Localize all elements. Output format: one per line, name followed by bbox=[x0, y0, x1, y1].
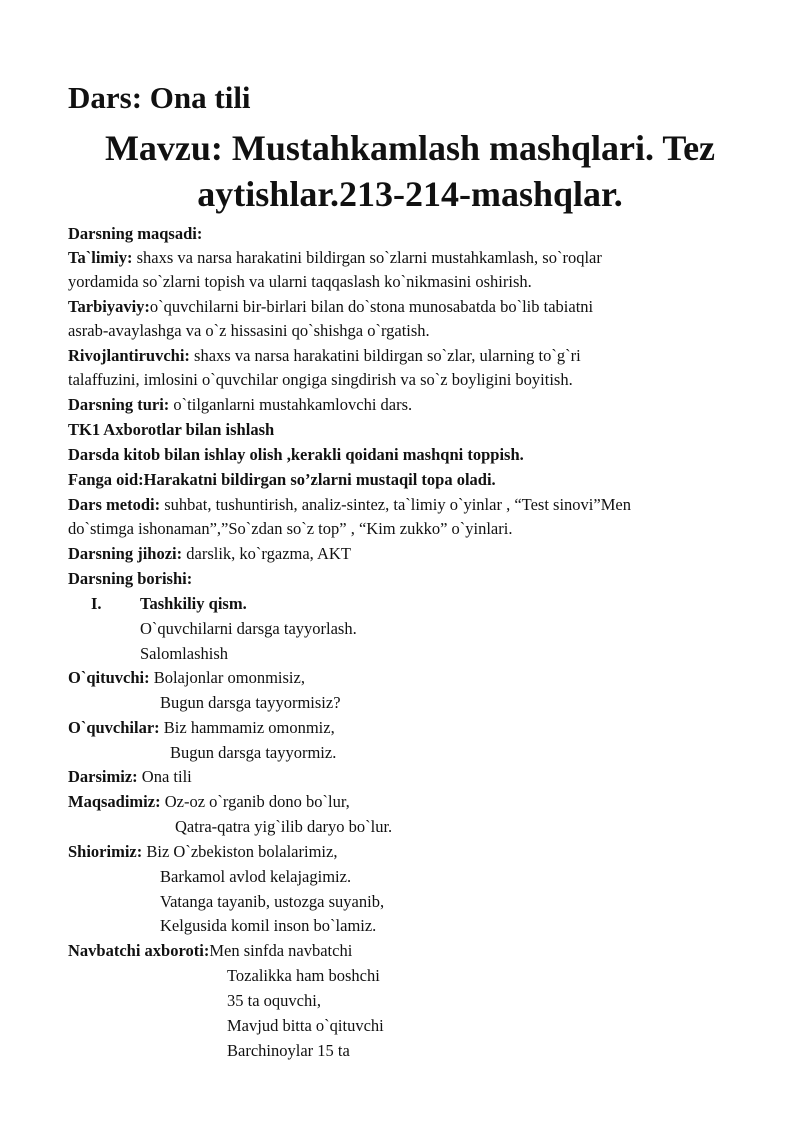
darsimiz-label: Darsimiz: bbox=[68, 767, 138, 786]
talimiy-text: shaxs va narsa harakatini bildirgan so`zlarni mustahkamlash, so`roqlar bbox=[132, 248, 602, 267]
pupils-line-1 bbox=[68, 716, 335, 740]
section-line-1: O`quvchilarni darsga tayyorlash. bbox=[140, 619, 357, 638]
navbat-label: Navbatchi axboroti: bbox=[68, 941, 210, 960]
navbat-line-5: Barchinoylar 15 ta bbox=[227, 1041, 350, 1060]
book-work-line: Darsda kitob bilan ishlay olish ,kerakli qoidani mashqni toppish. bbox=[68, 445, 524, 464]
section-line-2: Salomlashish bbox=[140, 644, 229, 663]
method-label: Dars metodi: bbox=[68, 495, 161, 514]
maqsad-label: Maqsadimiz: bbox=[68, 792, 161, 811]
tarbiyaviy-label: Tarbiyaviy: bbox=[68, 297, 150, 316]
navbat-line-2: Tozalikka ham boshchi bbox=[227, 966, 380, 985]
tk1-line: TK1 Axborotlar bilan ishlash bbox=[68, 420, 275, 439]
talimiy-line-1 bbox=[68, 246, 602, 270]
talimiy-line-2: yordamida so`zlarni topish va ularni taqqaslash ko`nikmasini oshirish. bbox=[68, 272, 532, 291]
pupils-line-2: Bugun darsga tayyormiz. bbox=[170, 743, 337, 762]
shior-label: Shiorimiz: bbox=[68, 842, 143, 861]
pupils-label: O`quvchilar: bbox=[68, 718, 160, 737]
maqsad-line-1 bbox=[68, 790, 350, 814]
method-line-1 bbox=[68, 493, 631, 517]
rivoj-text: shaxs va narsa harakatini bildirgan so`zlar, ularning to`g`ri bbox=[189, 346, 581, 365]
navbat-text: Men sinfda navbatchi bbox=[209, 941, 353, 960]
shior-line-2: Barkamol avlod kelajagimiz. bbox=[160, 867, 352, 886]
rivoj-label: Rivojlantiruvchi: bbox=[68, 346, 190, 365]
darsimiz-line bbox=[68, 765, 192, 789]
method-line-2: do`stimga ishonaman”,”So`zdan so`z top” , “Kim zukko” o`yinlari. bbox=[68, 519, 513, 538]
shior-line-4: Kelgusida komil inson bo`lamiz. bbox=[160, 916, 377, 935]
section-numeral: I. bbox=[91, 594, 102, 613]
teacher-line-1 bbox=[68, 666, 305, 690]
darsimiz-text: Ona tili bbox=[137, 767, 192, 786]
tarbiyaviy-line-1 bbox=[68, 295, 593, 319]
navbat-line-1 bbox=[68, 939, 352, 963]
teacher-label: O`qituvchi: bbox=[68, 668, 150, 687]
pupils-text: Biz hammamiz omonmiz, bbox=[159, 718, 335, 737]
lesson-type-label: Darsning turi: bbox=[68, 395, 170, 414]
topic-title-line-1: Mavzu: Mustahkamlash mashqlari. Tez bbox=[104, 128, 716, 168]
subject-line: Fanga oid:Harakatni bildirgan so’zlarni mustaqil topa oladi. bbox=[68, 470, 496, 489]
lesson-title: Dars: Ona tili bbox=[68, 80, 251, 115]
navbat-line-4: Mavjud bitta o`qituvchi bbox=[227, 1016, 384, 1035]
maqsad-text: Oz-oz o`rganib dono bo`lur, bbox=[160, 792, 350, 811]
equipment-label: Darsning jihozi: bbox=[68, 544, 183, 563]
rivoj-line-2: talaffuzini, imlosini o`quvchilar ongiga singdirish va so`z boyligini boyitish. bbox=[68, 370, 573, 389]
method-text: suhbat, tushuntirish, analiz-sintez, ta`limiy o`yinlar , “Test sinovi”Men bbox=[160, 495, 631, 514]
talimiy-label: Ta`limiy: bbox=[68, 248, 133, 267]
navbat-line-3: 35 ta oquvchi, bbox=[227, 991, 321, 1010]
topic-title-line-2: aytishlar.213-214-mashqlar. bbox=[197, 174, 623, 214]
lesson-type-line bbox=[68, 393, 412, 417]
equipment-line bbox=[68, 542, 351, 566]
lesson-flow-heading: Darsning borishi: bbox=[68, 569, 193, 588]
rivoj-line-1 bbox=[68, 344, 581, 368]
tarbiyaviy-text: o`quvchilarni bir-birlari bilan do`stona munosabatda bo`lib tabiatni bbox=[149, 297, 594, 316]
lesson-type-text: o`tilganlarni mustahkamlovchi dars. bbox=[169, 395, 413, 414]
section-title: Tashkiliy qism. bbox=[140, 594, 247, 613]
shior-line-3: Vatanga tayanib, ustozga suyanib, bbox=[160, 892, 385, 911]
shior-line-1 bbox=[68, 840, 337, 864]
goals-heading: Darsning maqsadi: bbox=[68, 224, 203, 243]
shior-text: Biz O`zbekiston bolalarimiz, bbox=[142, 842, 338, 861]
maqsad-line-2: Qatra-qatra yig`ilib daryo bo`lur. bbox=[175, 817, 393, 836]
tarbiyaviy-line-2: asrab-avaylashga va o`z hissasini qo`shishga o`rgatish. bbox=[68, 321, 430, 340]
equipment-text: darslik, ko`rgazma, AKT bbox=[182, 544, 351, 563]
teacher-line-2: Bugun darsga tayyormisiz? bbox=[160, 693, 341, 712]
teacher-text: Bolajonlar omonmisiz, bbox=[149, 668, 305, 687]
